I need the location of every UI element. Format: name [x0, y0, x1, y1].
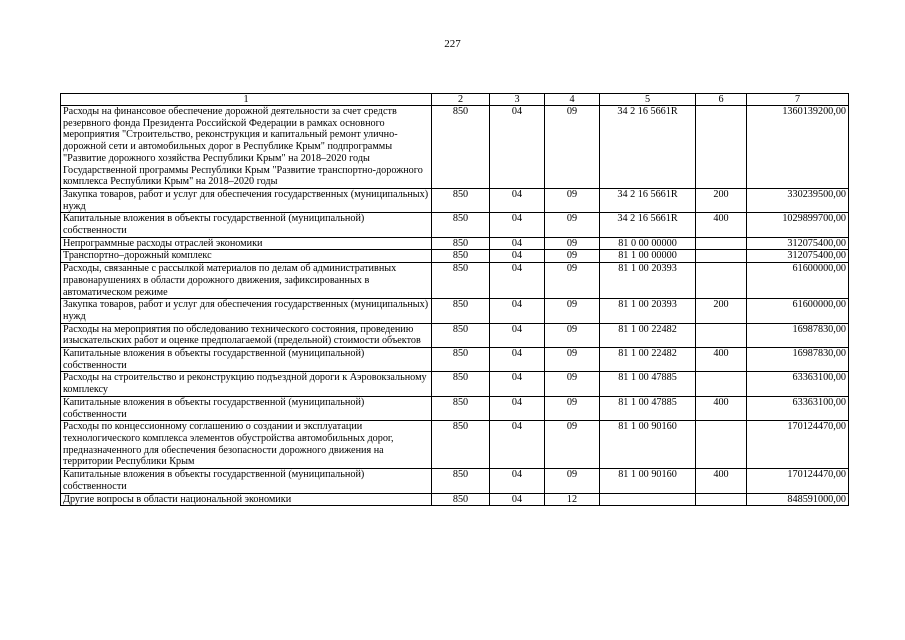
- cell-section: 04: [490, 348, 545, 372]
- cell-admin-code: 850: [432, 372, 490, 396]
- cell-expense-type: 200: [696, 188, 747, 212]
- table-row: [61, 237, 849, 250]
- column-header-6: 6: [696, 94, 747, 106]
- cell-amount: 312075400,00: [747, 237, 849, 250]
- cell-admin-code: 850: [432, 469, 490, 493]
- cell-section: 04: [490, 263, 545, 299]
- cell-subsection: 09: [545, 250, 600, 263]
- table-row: [61, 106, 849, 189]
- cell-amount: 61600000,00: [747, 263, 849, 299]
- table-row: [61, 469, 849, 493]
- table-row: [61, 493, 849, 506]
- cell-section: 04: [490, 323, 545, 347]
- table-row: [61, 421, 849, 469]
- cell-expense-type: [696, 250, 747, 263]
- cell-expense-type: 400: [696, 396, 747, 420]
- cell-admin-code: 850: [432, 237, 490, 250]
- cell-amount: 1029899700,00: [747, 213, 849, 237]
- budget-table: [60, 93, 849, 506]
- cell-amount: 16987830,00: [747, 323, 849, 347]
- cell-section: 04: [490, 396, 545, 420]
- cell-admin-code: 850: [432, 188, 490, 212]
- cell-subsection: 09: [545, 323, 600, 347]
- row-name-cell: Закупка товаров, работ и услуг для обеспечения государственных (муниципальных) нужд: [61, 188, 432, 212]
- cell-target-article: 34 2 16 5661R: [600, 188, 696, 212]
- cell-expense-type: [696, 263, 747, 299]
- table-row: [61, 250, 849, 263]
- cell-subsection: 09: [545, 213, 600, 237]
- header-row: [61, 94, 849, 106]
- cell-section: 04: [490, 237, 545, 250]
- cell-subsection: 09: [545, 188, 600, 212]
- cell-amount: 312075400,00: [747, 250, 849, 263]
- table-row: [61, 299, 849, 323]
- cell-subsection: 09: [545, 106, 600, 189]
- column-header-3: 3: [490, 94, 545, 106]
- cell-expense-type: 400: [696, 469, 747, 493]
- column-header-5: 5: [600, 94, 696, 106]
- table-row: [61, 372, 849, 396]
- cell-amount: 1360139200,00: [747, 106, 849, 189]
- cell-admin-code: 850: [432, 299, 490, 323]
- cell-subsection: 09: [545, 299, 600, 323]
- cell-subsection: 09: [545, 348, 600, 372]
- cell-expense-type: [696, 323, 747, 347]
- cell-expense-type: [696, 421, 747, 469]
- cell-target-article: 81 1 00 90160: [600, 469, 696, 493]
- row-name-cell: Транспортно–дорожный комплекс: [61, 250, 432, 263]
- cell-target-article: 81 1 00 47885: [600, 372, 696, 396]
- column-header-4: 4: [545, 94, 600, 106]
- cell-section: 04: [490, 469, 545, 493]
- cell-subsection: 09: [545, 237, 600, 250]
- table-row: [61, 263, 849, 299]
- cell-expense-type: 400: [696, 348, 747, 372]
- cell-admin-code: 850: [432, 396, 490, 420]
- cell-section: 04: [490, 493, 545, 506]
- cell-target-article: 34 2 16 5661R: [600, 213, 696, 237]
- table-body: [61, 106, 849, 506]
- cell-expense-type: [696, 372, 747, 396]
- cell-expense-type: [696, 493, 747, 506]
- cell-admin-code: 850: [432, 323, 490, 347]
- table-row: [61, 323, 849, 347]
- cell-amount: 61600000,00: [747, 299, 849, 323]
- cell-target-article: 81 1 00 90160: [600, 421, 696, 469]
- cell-target-article: 34 2 16 5661R: [600, 106, 696, 189]
- cell-admin-code: 850: [432, 348, 490, 372]
- cell-target-article: 81 1 00 47885: [600, 396, 696, 420]
- cell-admin-code: 850: [432, 421, 490, 469]
- cell-subsection: 09: [545, 263, 600, 299]
- cell-target-article: [600, 493, 696, 506]
- cell-expense-type: [696, 237, 747, 250]
- row-name-cell: Капитальные вложения в объекты государственной (муниципальной) собственности: [61, 348, 432, 372]
- cell-admin-code: 850: [432, 106, 490, 189]
- column-header-2: 2: [432, 94, 490, 106]
- cell-amount: 330239500,00: [747, 188, 849, 212]
- cell-subsection: 12: [545, 493, 600, 506]
- cell-target-article: 81 1 00 20393: [600, 263, 696, 299]
- row-name-cell: Расходы, связанные с рассылкой материалов по делам об административных правонарушениях в области дорожного движения, зафиксированных в автоматическом режиме: [61, 263, 432, 299]
- row-name-cell: Расходы по концессионному соглашению о создании и эксплуатации технологического комплекса элементов обустройства автомобильных дорог, предназначенного для обеспечения безопасности дорожного движения на территории Республики Крым: [61, 421, 432, 469]
- cell-target-article: 81 1 00 22482: [600, 323, 696, 347]
- cell-subsection: 09: [545, 372, 600, 396]
- cell-subsection: 09: [545, 396, 600, 420]
- cell-section: 04: [490, 188, 545, 212]
- row-name-cell: Расходы на финансовое обеспечение дорожной деятельности за счет средств резервного фонда Президента Российской Федерации в рамках основного мероприятия "Строительство, реконструкция и капитальный ремонт улично-дорожной сети и автомобильных дорог в Республике Крым" подпрограммы "Развитие дорожного хозяйства Республики Крым" на 2018–2020 годы Государственной программы Республики Крым "Развитие транспортно-дорожного комплекса Республики Крым" на 2018–2020 годы: [61, 106, 432, 189]
- cell-expense-type: 400: [696, 213, 747, 237]
- cell-admin-code: 850: [432, 263, 490, 299]
- cell-target-article: 81 1 00 00000: [600, 250, 696, 263]
- cell-subsection: 09: [545, 469, 600, 493]
- cell-section: 04: [490, 106, 545, 189]
- cell-expense-type: 200: [696, 299, 747, 323]
- cell-amount: 63363100,00: [747, 396, 849, 420]
- cell-section: 04: [490, 372, 545, 396]
- cell-amount: 170124470,00: [747, 421, 849, 469]
- cell-admin-code: 850: [432, 250, 490, 263]
- cell-target-article: 81 1 00 20393: [600, 299, 696, 323]
- cell-subsection: 09: [545, 421, 600, 469]
- row-name-cell: Расходы на мероприятия по обследованию технического состояния, проведению изыскательских работ и оценке предполагаемой (предельной) стоимости объектов: [61, 323, 432, 347]
- row-name-cell: Расходы на строительство и реконструкцию подъездной дороги к Аэровокзальному комплексу: [61, 372, 432, 396]
- table-row: [61, 348, 849, 372]
- column-header-1: 1: [61, 94, 432, 106]
- cell-admin-code: 850: [432, 493, 490, 506]
- row-name-cell: Капитальные вложения в объекты государственной (муниципальной) собственности: [61, 213, 432, 237]
- cell-amount: 63363100,00: [747, 372, 849, 396]
- page-number: 227: [444, 38, 461, 50]
- cell-section: 04: [490, 250, 545, 263]
- table-row: [61, 213, 849, 237]
- column-header-7: 7: [747, 94, 849, 106]
- row-name-cell: Непрограммные расходы отраслей экономики: [61, 237, 432, 250]
- cell-amount: 16987830,00: [747, 348, 849, 372]
- cell-section: 04: [490, 299, 545, 323]
- table-row: [61, 396, 849, 420]
- cell-amount: 848591000,00: [747, 493, 849, 506]
- cell-amount: 170124470,00: [747, 469, 849, 493]
- cell-section: 04: [490, 421, 545, 469]
- row-name-cell: Закупка товаров, работ и услуг для обеспечения государственных (муниципальных) нужд: [61, 299, 432, 323]
- row-name-cell: Другие вопросы в области национальной экономики: [61, 493, 432, 506]
- cell-target-article: 81 1 00 22482: [600, 348, 696, 372]
- table-row: [61, 188, 849, 212]
- cell-section: 04: [490, 213, 545, 237]
- cell-target-article: 81 0 00 00000: [600, 237, 696, 250]
- row-name-cell: Капитальные вложения в объекты государственной (муниципальной) собственности: [61, 396, 432, 420]
- cell-admin-code: 850: [432, 213, 490, 237]
- cell-expense-type: [696, 106, 747, 189]
- row-name-cell: Капитальные вложения в объекты государственной (муниципальной) собственности: [61, 469, 432, 493]
